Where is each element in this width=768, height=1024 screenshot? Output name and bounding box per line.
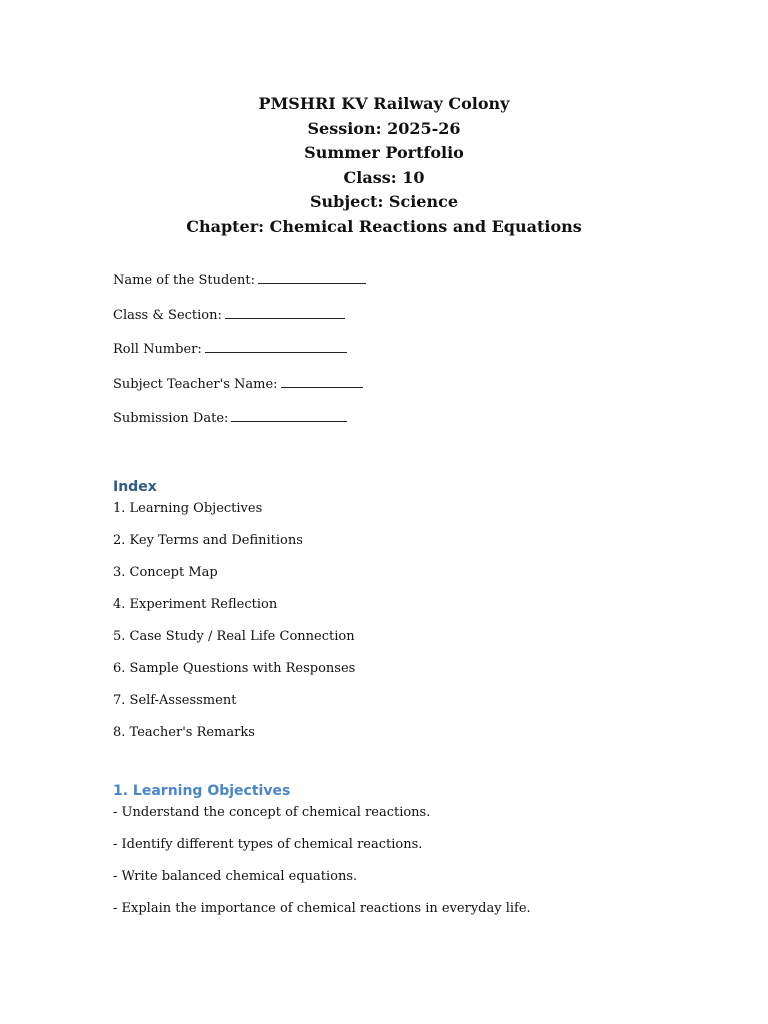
blank-line [225, 305, 345, 319]
index-item: 7. Self-Assessment [113, 693, 237, 708]
objective-item: - Identify different types of chemical reactions. [113, 837, 423, 852]
subject-line: Subject: Science [309, 192, 459, 212]
index-heading: Index [113, 479, 157, 495]
index-item: 1. Learning Objectives [113, 501, 263, 516]
field-label: Subject Teacher's Name: [113, 376, 278, 392]
field-label: Roll Number: [113, 342, 202, 357]
class-line: Class: 10 [343, 167, 425, 187]
school-name: PMSHRI KV Railway Colony [258, 94, 510, 113]
index-list [113, 500, 355, 756]
document-header [0, 92, 768, 240]
blank-line [258, 270, 366, 284]
roll-number-field [113, 339, 366, 359]
objective-item: - Write balanced chemical equations. [113, 869, 358, 884]
index-item: 6. Sample Questions with Responses [113, 661, 356, 676]
learning-objectives-list [113, 804, 531, 932]
chapter-line: Chapter: Chemical Reactions and Equations [186, 216, 582, 236]
class-section-field [113, 305, 366, 325]
field-label: Submission Date: [113, 411, 229, 426]
student-name-field [113, 270, 366, 290]
index-item: 3. Concept Map [113, 565, 218, 580]
blank-line [281, 374, 363, 388]
session-line: Session: 2025-26 [307, 118, 461, 138]
index-item: 4. Experiment Reflection [113, 597, 278, 612]
index-item: 5. Case Study / Real Life Connection [113, 629, 355, 644]
student-details [113, 270, 366, 443]
blank-line [231, 408, 347, 422]
portfolio-title: Summer Portfolio [304, 143, 464, 163]
learning-objectives-heading: 1. Learning Objectives [113, 783, 291, 799]
index-item: 8. Teacher's Remarks [113, 725, 255, 740]
index-item: 2. Key Terms and Definitions [113, 533, 303, 548]
teacher-name-field [113, 374, 366, 394]
submission-date-field [113, 408, 366, 428]
field-label: Name of the Student: [113, 273, 255, 288]
objective-item: - Understand the concept of chemical reactions. [113, 805, 431, 820]
objective-item: - Explain the importance of chemical reactions in everyday life. [113, 901, 531, 916]
blank-line [205, 339, 347, 353]
field-label: Class & Section: [113, 307, 222, 323]
